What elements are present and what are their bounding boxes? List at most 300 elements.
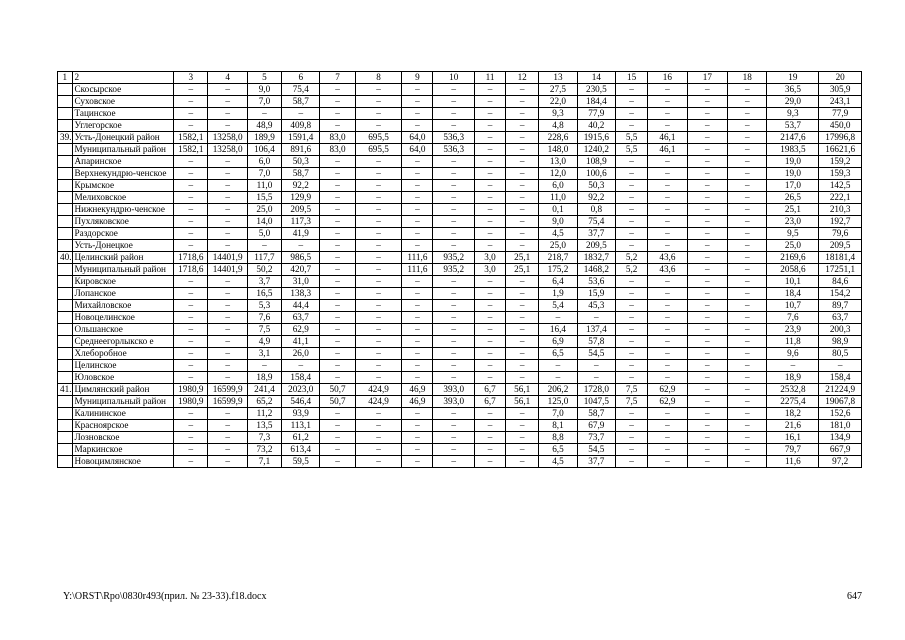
value-cell: –	[687, 300, 727, 312]
value-cell: –	[648, 96, 687, 108]
value-cell: –	[474, 408, 505, 420]
value-cell: –	[174, 408, 208, 420]
value-cell: –	[355, 120, 402, 132]
value-cell: 13258,0	[208, 144, 247, 156]
value-cell: 97,2	[819, 456, 862, 468]
value-cell: 29,0	[767, 96, 819, 108]
value-cell: –	[355, 240, 402, 252]
value-cell: –	[174, 204, 208, 216]
value-cell: 1728,0	[577, 384, 615, 396]
value-cell: –	[355, 312, 402, 324]
value-cell: –	[728, 156, 767, 168]
value-cell: –	[648, 312, 687, 324]
row-number-cell	[58, 348, 73, 360]
value-cell: 56,1	[506, 384, 539, 396]
value-cell: 50,7	[320, 396, 355, 408]
table-row	[58, 300, 862, 312]
value-cell: –	[174, 228, 208, 240]
value-cell: –	[687, 432, 727, 444]
value-cell: –	[433, 156, 474, 168]
value-cell: 83,0	[320, 132, 355, 144]
value-cell: –	[174, 288, 208, 300]
value-cell: 18,2	[767, 408, 819, 420]
table-row	[58, 324, 862, 336]
value-cell: 25,1	[767, 204, 819, 216]
value-cell: –	[174, 372, 208, 384]
value-cell: 100,6	[577, 168, 615, 180]
value-cell: –	[648, 444, 687, 456]
value-cell: 7,6	[767, 312, 819, 324]
value-cell: 19	[767, 72, 819, 84]
value-cell: –	[208, 84, 247, 96]
value-cell: –	[474, 360, 505, 372]
value-cell: –	[687, 96, 727, 108]
value-cell: –	[433, 420, 474, 432]
value-cell: 11,0	[539, 192, 577, 204]
value-cell: 986,5	[282, 252, 320, 264]
value-cell: –	[687, 360, 727, 372]
value-cell: –	[208, 336, 247, 348]
value-cell: –	[728, 132, 767, 144]
table-row	[58, 120, 862, 132]
value-cell: –	[208, 408, 247, 420]
value-cell: –	[616, 120, 648, 132]
value-cell: 4,8	[539, 120, 577, 132]
value-cell: 53,6	[577, 276, 615, 288]
value-cell: –	[474, 444, 505, 456]
value-cell: –	[208, 372, 247, 384]
value-cell: –	[687, 84, 727, 96]
table-row	[58, 288, 862, 300]
value-cell: 5,2	[616, 252, 648, 264]
value-cell: –	[402, 432, 433, 444]
value-cell: 613,4	[282, 444, 320, 456]
value-cell: –	[320, 420, 355, 432]
value-cell: –	[648, 108, 687, 120]
value-cell: –	[402, 84, 433, 96]
value-cell: –	[648, 408, 687, 420]
row-number-cell	[58, 144, 73, 156]
value-cell: –	[474, 324, 505, 336]
value-cell: –	[474, 84, 505, 96]
value-cell: –	[506, 336, 539, 348]
value-cell: –	[687, 312, 727, 324]
row-number-cell	[58, 372, 73, 384]
value-cell: –	[474, 288, 505, 300]
value-cell: –	[506, 360, 539, 372]
value-cell: 64,0	[402, 144, 433, 156]
name-cell: Лозновское	[72, 432, 174, 444]
value-cell: –	[648, 180, 687, 192]
value-cell: 1468,2	[577, 264, 615, 276]
value-cell: 4,5	[539, 228, 577, 240]
row-number-cell	[58, 312, 73, 324]
value-cell: –	[474, 456, 505, 468]
value-cell: –	[402, 312, 433, 324]
value-cell: 209,5	[282, 204, 320, 216]
table-row	[58, 192, 862, 204]
value-cell: –	[320, 456, 355, 468]
value-cell: –	[577, 312, 615, 324]
value-cell: –	[174, 216, 208, 228]
value-cell: 7,0	[247, 168, 281, 180]
value-cell: –	[648, 360, 687, 372]
value-cell: 393,0	[433, 396, 474, 408]
value-cell: –	[320, 432, 355, 444]
value-cell: 89,7	[819, 300, 862, 312]
value-cell: –	[616, 192, 648, 204]
name-cell: Ольшанское	[72, 324, 174, 336]
value-cell: –	[687, 456, 727, 468]
value-cell: –	[208, 120, 247, 132]
value-cell: 111,6	[402, 252, 433, 264]
value-cell: –	[320, 348, 355, 360]
value-cell: –	[474, 168, 505, 180]
value-cell: –	[174, 84, 208, 96]
value-cell: –	[174, 456, 208, 468]
value-cell: 3,0	[474, 252, 505, 264]
value-cell: 63,7	[819, 312, 862, 324]
value-cell: 4,5	[539, 456, 577, 468]
name-cell: Целинское	[72, 360, 174, 372]
value-cell: –	[648, 156, 687, 168]
value-cell: 62,9	[282, 324, 320, 336]
value-cell: –	[506, 216, 539, 228]
value-cell: –	[174, 312, 208, 324]
value-cell: 137,4	[577, 324, 615, 336]
value-cell: 3	[174, 72, 208, 84]
value-cell: 695,5	[355, 144, 402, 156]
value-cell: 31,0	[282, 276, 320, 288]
value-cell: 10,1	[767, 276, 819, 288]
value-cell: –	[616, 96, 648, 108]
value-cell: 5,2	[616, 264, 648, 276]
value-cell: –	[648, 228, 687, 240]
row-number-cell	[58, 420, 73, 432]
value-cell: –	[539, 360, 577, 372]
value-cell: –	[648, 372, 687, 384]
value-cell: –	[506, 204, 539, 216]
value-cell: –	[506, 180, 539, 192]
value-cell: 92,2	[282, 180, 320, 192]
value-cell: –	[320, 204, 355, 216]
name-cell: Целинский район	[72, 252, 174, 264]
value-cell: –	[728, 216, 767, 228]
value-cell: 2532,8	[767, 384, 819, 396]
value-cell: –	[282, 108, 320, 120]
value-cell: –	[728, 108, 767, 120]
value-cell: 16599,9	[208, 396, 247, 408]
value-cell: –	[355, 324, 402, 336]
value-cell: –	[402, 444, 433, 456]
value-cell: –	[402, 192, 433, 204]
value-cell: 1582,1	[174, 144, 208, 156]
value-cell: 138,3	[282, 288, 320, 300]
value-cell: –	[402, 204, 433, 216]
value-cell: 6,5	[539, 348, 577, 360]
value-cell: –	[208, 180, 247, 192]
value-cell: –	[506, 120, 539, 132]
value-cell: –	[687, 180, 727, 192]
value-cell: –	[208, 108, 247, 120]
value-cell: –	[648, 288, 687, 300]
value-cell: 192,7	[819, 216, 862, 228]
value-cell: 57,8	[577, 336, 615, 348]
value-cell: –	[616, 276, 648, 288]
row-number-cell	[58, 84, 73, 96]
name-cell: Новоцимлянское	[72, 456, 174, 468]
value-cell: 25,0	[539, 240, 577, 252]
value-cell: –	[687, 156, 727, 168]
value-cell: –	[208, 360, 247, 372]
value-cell: 18,4	[767, 288, 819, 300]
row-number-cell	[58, 456, 73, 468]
value-cell: 6,0	[539, 180, 577, 192]
value-cell: –	[648, 168, 687, 180]
value-cell: –	[320, 156, 355, 168]
value-cell: –	[355, 192, 402, 204]
value-cell: 41,9	[282, 228, 320, 240]
value-cell: 77,9	[819, 108, 862, 120]
value-cell: –	[208, 204, 247, 216]
value-cell: –	[355, 444, 402, 456]
value-cell: 18181,4	[819, 252, 862, 264]
row-number-cell	[58, 192, 73, 204]
value-cell: 79,7	[767, 444, 819, 456]
value-cell: –	[728, 144, 767, 156]
value-cell: 58,7	[282, 168, 320, 180]
value-cell: –	[616, 408, 648, 420]
value-cell: –	[320, 264, 355, 276]
value-cell: 93,9	[282, 408, 320, 420]
table-row	[58, 456, 862, 468]
value-cell: 19,0	[767, 168, 819, 180]
value-cell: 46,9	[402, 384, 433, 396]
value-cell: 210,3	[819, 204, 862, 216]
data-table	[57, 71, 862, 468]
value-cell: –	[433, 276, 474, 288]
value-cell: 243,1	[819, 96, 862, 108]
value-cell: –	[320, 192, 355, 204]
table-row	[58, 336, 862, 348]
value-cell: 19067,8	[819, 396, 862, 408]
value-cell: –	[474, 204, 505, 216]
value-cell: –	[728, 324, 767, 336]
value-cell: –	[506, 432, 539, 444]
value-cell: –	[539, 372, 577, 384]
row-number-cell: 1	[58, 72, 73, 84]
value-cell: –	[648, 192, 687, 204]
value-cell: –	[320, 372, 355, 384]
value-cell: 75,4	[282, 84, 320, 96]
value-cell: 37,7	[577, 228, 615, 240]
value-cell: –	[402, 408, 433, 420]
value-cell: –	[616, 336, 648, 348]
value-cell: 15,5	[247, 192, 281, 204]
row-number-cell	[58, 396, 73, 408]
table-row	[58, 180, 862, 192]
value-cell: 13,5	[247, 420, 281, 432]
value-cell: –	[474, 312, 505, 324]
value-cell: 59,5	[282, 456, 320, 468]
value-cell: –	[402, 168, 433, 180]
value-cell: –	[320, 180, 355, 192]
value-cell: 50,2	[247, 264, 281, 276]
value-cell: –	[687, 444, 727, 456]
value-cell: –	[506, 132, 539, 144]
value-cell: 10	[433, 72, 474, 84]
value-cell: 16,5	[247, 288, 281, 300]
value-cell: 16621,6	[819, 144, 862, 156]
value-cell: 8,1	[539, 420, 577, 432]
value-cell: 891,6	[282, 144, 320, 156]
value-cell: 6,7	[474, 396, 505, 408]
value-cell: –	[433, 108, 474, 120]
value-cell: 25,1	[506, 264, 539, 276]
row-number-cell: 39.	[58, 132, 73, 144]
value-cell: –	[320, 240, 355, 252]
value-cell: 6	[282, 72, 320, 84]
value-cell: 23,0	[767, 216, 819, 228]
value-cell: –	[355, 408, 402, 420]
value-cell: –	[402, 120, 433, 132]
value-cell: –	[433, 408, 474, 420]
value-cell: –	[402, 348, 433, 360]
name-cell: Среднеегорлыкско е	[72, 336, 174, 348]
value-cell: –	[687, 288, 727, 300]
value-cell: 83,0	[320, 144, 355, 156]
value-cell: 11,6	[767, 456, 819, 468]
value-cell: –	[282, 240, 320, 252]
row-number-cell	[58, 228, 73, 240]
value-cell: –	[355, 420, 402, 432]
table-row	[58, 372, 862, 384]
value-cell: –	[174, 360, 208, 372]
value-cell: 7,5	[247, 324, 281, 336]
value-cell: –	[728, 312, 767, 324]
value-cell: –	[506, 96, 539, 108]
value-cell: –	[648, 456, 687, 468]
value-cell: –	[433, 312, 474, 324]
value-cell: 2275,4	[767, 396, 819, 408]
value-cell: 75,4	[577, 216, 615, 228]
value-cell: 1582,1	[174, 132, 208, 144]
value-cell: 7,5	[616, 384, 648, 396]
name-cell: Усть-Донецкий район	[72, 132, 174, 144]
value-cell: –	[433, 204, 474, 216]
value-cell: 218,7	[539, 252, 577, 264]
value-cell: 9,6	[767, 348, 819, 360]
value-cell: –	[282, 360, 320, 372]
value-cell: 58,7	[282, 96, 320, 108]
value-cell: –	[208, 324, 247, 336]
value-cell: –	[355, 252, 402, 264]
value-cell: –	[402, 372, 433, 384]
value-cell: 1047,5	[577, 396, 615, 408]
name-cell: Верхнекундрю-ченское	[72, 168, 174, 180]
value-cell: –	[208, 288, 247, 300]
value-cell: –	[208, 168, 247, 180]
value-cell: 148,0	[539, 144, 577, 156]
value-cell: 189,9	[247, 132, 281, 144]
value-cell: –	[320, 444, 355, 456]
value-cell: –	[320, 168, 355, 180]
value-cell: –	[728, 360, 767, 372]
value-cell: –	[728, 456, 767, 468]
value-cell: 1718,6	[174, 264, 208, 276]
value-cell: 10,7	[767, 300, 819, 312]
value-cell: –	[208, 300, 247, 312]
value-cell: 154,2	[819, 288, 862, 300]
value-cell: –	[616, 348, 648, 360]
name-cell: Суховское	[72, 96, 174, 108]
value-cell: –	[687, 108, 727, 120]
value-cell: 184,4	[577, 96, 615, 108]
value-cell: –	[474, 192, 505, 204]
value-cell: –	[687, 384, 727, 396]
value-cell: –	[687, 324, 727, 336]
footer-file-path: Y:\ORST\Rpo\0830r493(прил. № 23-33).f18.docx	[63, 591, 267, 602]
value-cell: –	[320, 120, 355, 132]
value-cell: 5,5	[616, 132, 648, 144]
table-row	[58, 84, 862, 96]
value-cell: –	[433, 432, 474, 444]
value-cell: 9,3	[539, 108, 577, 120]
value-cell: –	[320, 108, 355, 120]
value-cell: –	[355, 168, 402, 180]
value-cell: –	[506, 108, 539, 120]
value-cell: 0,1	[539, 204, 577, 216]
row-number-cell	[58, 240, 73, 252]
value-cell: 73,7	[577, 432, 615, 444]
name-cell: Цимлянский район	[72, 384, 174, 396]
value-cell: 50,3	[577, 180, 615, 192]
value-cell: –	[433, 336, 474, 348]
value-cell: –	[728, 432, 767, 444]
value-cell: 16,1	[767, 432, 819, 444]
value-cell: –	[616, 168, 648, 180]
value-cell: 935,2	[433, 252, 474, 264]
value-cell: –	[208, 216, 247, 228]
row-number-cell	[58, 216, 73, 228]
table-row	[58, 360, 862, 372]
value-cell: 129,9	[282, 192, 320, 204]
value-cell: –	[728, 288, 767, 300]
value-cell: –	[648, 300, 687, 312]
value-cell: –	[687, 420, 727, 432]
row-number-cell	[58, 432, 73, 444]
value-cell: –	[728, 384, 767, 396]
footer-page-number: 647	[847, 591, 862, 602]
value-cell: –	[320, 408, 355, 420]
table-row	[58, 348, 862, 360]
value-cell: 58,7	[577, 408, 615, 420]
value-cell: –	[728, 180, 767, 192]
table-row	[58, 264, 862, 276]
name-cell: Скосырское	[72, 84, 174, 96]
value-cell: 159,3	[819, 168, 862, 180]
value-cell: –	[355, 180, 402, 192]
value-cell: 11,2	[247, 408, 281, 420]
value-cell: –	[819, 360, 862, 372]
value-cell: 17996,8	[819, 132, 862, 144]
value-cell: –	[728, 348, 767, 360]
value-cell: –	[616, 228, 648, 240]
value-cell: –	[648, 276, 687, 288]
value-cell: 44,4	[282, 300, 320, 312]
value-cell: 41,1	[282, 336, 320, 348]
table-row	[58, 240, 862, 252]
